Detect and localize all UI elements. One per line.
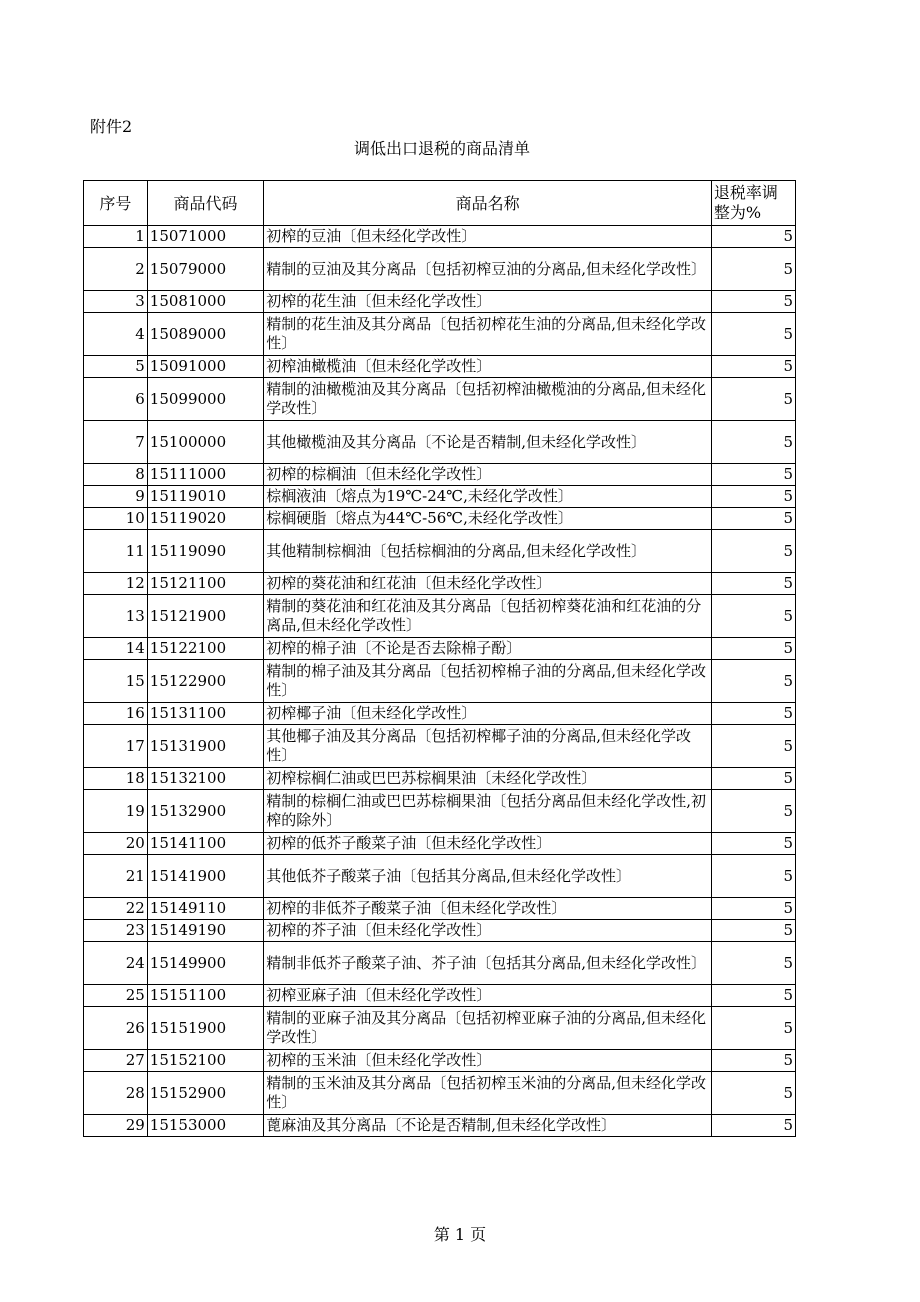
row-name: 其他椰子油及其分离品〔包括初榨椰子油的分离品,但未经化学改性〕 — [264, 725, 712, 768]
table-header-row — [84, 181, 796, 226]
row-no: 28 — [84, 1072, 148, 1115]
table-row — [84, 226, 796, 248]
row-name: 精制的葵花油和红花油及其分离品〔包括初榨葵花油和红花油的分离品,但未经化学改性〕 — [264, 595, 712, 638]
row-name: 精制的花生油及其分离品〔包括初榨花生油的分离品,但未经化学改性〕 — [264, 313, 712, 356]
row-code: 15122100 — [147, 638, 263, 660]
table-row — [84, 833, 796, 855]
row-no: 7 — [84, 421, 148, 464]
row-no: 1 — [84, 226, 148, 248]
row-no: 9 — [84, 486, 148, 508]
row-code: 15153000 — [147, 1115, 263, 1137]
header-no: 序号 — [84, 181, 148, 226]
row-code: 15089000 — [147, 313, 263, 356]
row-rate: 5 — [711, 248, 795, 291]
row-name: 初榨的棕榈油〔但未经化学改性〕 — [264, 464, 712, 486]
row-no: 21 — [84, 855, 148, 898]
header-name: 商品名称 — [264, 181, 712, 226]
row-rate: 5 — [711, 595, 795, 638]
table-body — [84, 226, 796, 1137]
row-rate: 5 — [711, 1050, 795, 1072]
row-rate: 5 — [711, 464, 795, 486]
row-name: 精制的豆油及其分离品〔包括初榨豆油的分离品,但未经化学改性〕 — [264, 248, 712, 291]
row-name: 初榨的豆油〔但未经化学改性〕 — [264, 226, 712, 248]
row-name: 初榨的非低芥子酸菜子油〔但未经化学改性〕 — [264, 898, 712, 920]
row-name: 初榨的低芥子酸菜子油〔但未经化学改性〕 — [264, 833, 712, 855]
row-name: 其他精制棕榈油〔包括棕榈油的分离品,但未经化学改性〕 — [264, 530, 712, 573]
goods-table — [83, 180, 796, 1137]
row-rate: 5 — [711, 226, 795, 248]
table-row — [84, 790, 796, 833]
header-rate: 退税率调整为% — [711, 181, 795, 226]
table-row — [84, 508, 796, 530]
row-code: 15141900 — [147, 855, 263, 898]
row-rate: 5 — [711, 985, 795, 1007]
row-code: 15131100 — [147, 703, 263, 725]
row-name: 精制非低芥子酸菜子油、芥子油〔包括其分离品,但未经化学改性〕 — [264, 942, 712, 985]
row-code: 15122900 — [147, 660, 263, 703]
row-rate: 5 — [711, 508, 795, 530]
row-code: 15119010 — [147, 486, 263, 508]
row-no: 14 — [84, 638, 148, 660]
row-rate: 5 — [711, 790, 795, 833]
row-no: 4 — [84, 313, 148, 356]
row-no: 27 — [84, 1050, 148, 1072]
table-row — [84, 1072, 796, 1115]
table-row — [84, 638, 796, 660]
row-no: 16 — [84, 703, 148, 725]
row-code: 15081000 — [147, 291, 263, 313]
row-code: 15141100 — [147, 833, 263, 855]
row-rate: 5 — [711, 833, 795, 855]
row-name: 精制的棕榈仁油或巴巴苏棕榈果油〔包括分离品但未经化学改性,初榨的除外〕 — [264, 790, 712, 833]
table-row — [84, 378, 796, 421]
row-code: 15151100 — [147, 985, 263, 1007]
table-row — [84, 464, 796, 486]
row-rate: 5 — [711, 356, 795, 378]
row-code: 15121100 — [147, 573, 263, 595]
row-no: 24 — [84, 942, 148, 985]
row-name: 初榨的玉米油〔但未经化学改性〕 — [264, 1050, 712, 1072]
table-row — [84, 530, 796, 573]
table-row — [84, 1115, 796, 1137]
table-row — [84, 703, 796, 725]
table-row — [84, 486, 796, 508]
row-no: 20 — [84, 833, 148, 855]
row-name: 初榨的棉子油〔不论是否去除棉子酚〕 — [264, 638, 712, 660]
row-code: 15091000 — [147, 356, 263, 378]
row-rate: 5 — [711, 855, 795, 898]
row-rate: 5 — [711, 898, 795, 920]
header-code: 商品代码 — [147, 181, 263, 226]
row-code: 15149110 — [147, 898, 263, 920]
row-no: 2 — [84, 248, 148, 291]
table-row — [84, 985, 796, 1007]
row-no: 15 — [84, 660, 148, 703]
row-code: 15132100 — [147, 768, 263, 790]
document-title: 调低出口退税的商品清单 — [353, 139, 530, 158]
table-row — [84, 595, 796, 638]
row-no: 29 — [84, 1115, 148, 1137]
row-name: 精制的亚麻子油及其分离品〔包括初榨亚麻子油的分离品,但未经化学改性〕 — [264, 1007, 712, 1050]
row-no: 23 — [84, 920, 148, 942]
table-row — [84, 660, 796, 703]
row-no: 25 — [84, 985, 148, 1007]
row-rate: 5 — [711, 920, 795, 942]
table-row — [84, 421, 796, 464]
row-rate: 5 — [711, 573, 795, 595]
row-no: 22 — [84, 898, 148, 920]
row-code: 15149190 — [147, 920, 263, 942]
row-no: 6 — [84, 378, 148, 421]
row-rate: 5 — [711, 703, 795, 725]
row-name: 蓖麻油及其分离品〔不论是否精制,但未经化学改性〕 — [264, 1115, 712, 1137]
row-no: 19 — [84, 790, 148, 833]
row-name: 棕榈硬脂〔熔点为44℃-56℃,未经化学改性〕 — [264, 508, 712, 530]
table-row — [84, 1050, 796, 1072]
row-code: 15149900 — [147, 942, 263, 985]
row-name: 其他低芥子酸菜子油〔包括其分离品,但未经化学改性〕 — [264, 855, 712, 898]
attachment-label: 附件2 — [90, 117, 133, 136]
row-no: 17 — [84, 725, 148, 768]
row-no: 13 — [84, 595, 148, 638]
row-code: 15071000 — [147, 226, 263, 248]
row-rate: 5 — [711, 313, 795, 356]
row-no: 11 — [84, 530, 148, 573]
row-code: 15079000 — [147, 248, 263, 291]
row-name: 初榨亚麻子油〔但未经化学改性〕 — [264, 985, 712, 1007]
row-no: 10 — [84, 508, 148, 530]
row-rate: 5 — [711, 1115, 795, 1137]
row-no: 3 — [84, 291, 148, 313]
row-rate: 5 — [711, 768, 795, 790]
table-row — [84, 855, 796, 898]
table-row — [84, 920, 796, 942]
table-row — [84, 291, 796, 313]
row-rate: 5 — [711, 291, 795, 313]
row-name: 初榨的花生油〔但未经化学改性〕 — [264, 291, 712, 313]
table-row — [84, 1007, 796, 1050]
table-row — [84, 725, 796, 768]
row-code: 15121900 — [147, 595, 263, 638]
row-code: 15152900 — [147, 1072, 263, 1115]
row-rate: 5 — [711, 530, 795, 573]
table-row — [84, 573, 796, 595]
row-rate: 5 — [711, 660, 795, 703]
row-rate: 5 — [711, 942, 795, 985]
row-no: 12 — [84, 573, 148, 595]
row-name: 初榨油橄榄油〔但未经化学改性〕 — [264, 356, 712, 378]
row-code: 15099000 — [147, 378, 263, 421]
table-row — [84, 248, 796, 291]
row-rate: 5 — [711, 378, 795, 421]
row-rate: 5 — [711, 638, 795, 660]
table-row — [84, 356, 796, 378]
table-row — [84, 313, 796, 356]
row-code: 15151900 — [147, 1007, 263, 1050]
row-code: 15131900 — [147, 725, 263, 768]
row-code: 15119090 — [147, 530, 263, 573]
row-name: 精制的棉子油及其分离品〔包括初榨棉子油的分离品,但未经化学改性〕 — [264, 660, 712, 703]
row-name: 其他橄榄油及其分离品〔不论是否精制,但未经化学改性〕 — [264, 421, 712, 464]
row-rate: 5 — [711, 421, 795, 464]
page-number: 第 1 页 — [433, 1225, 487, 1244]
row-name: 初榨的葵花油和红花油〔但未经化学改性〕 — [264, 573, 712, 595]
row-code: 15132900 — [147, 790, 263, 833]
row-no: 26 — [84, 1007, 148, 1050]
row-name: 初榨棕榈仁油或巴巴苏棕榈果油〔未经化学改性〕 — [264, 768, 712, 790]
row-name: 棕榈液油〔熔点为19℃-24℃,未经化学改性〕 — [264, 486, 712, 508]
row-no: 18 — [84, 768, 148, 790]
row-name: 初榨的芥子油〔但未经化学改性〕 — [264, 920, 712, 942]
row-code: 15119020 — [147, 508, 263, 530]
row-rate: 5 — [711, 1007, 795, 1050]
row-rate: 5 — [711, 1072, 795, 1115]
table-row — [84, 942, 796, 985]
row-code: 15111000 — [147, 464, 263, 486]
row-rate: 5 — [711, 725, 795, 768]
row-name: 精制的玉米油及其分离品〔包括初榨玉米油的分离品,但未经化学改性〕 — [264, 1072, 712, 1115]
row-name: 初榨椰子油〔但未经化学改性〕 — [264, 703, 712, 725]
table-row — [84, 898, 796, 920]
row-code: 15100000 — [147, 421, 263, 464]
row-name: 精制的油橄榄油及其分离品〔包括初榨油橄榄油的分离品,但未经化学改性〕 — [264, 378, 712, 421]
row-no: 5 — [84, 356, 148, 378]
row-no: 8 — [84, 464, 148, 486]
table-row — [84, 768, 796, 790]
row-rate: 5 — [711, 486, 795, 508]
row-code: 15152100 — [147, 1050, 263, 1072]
